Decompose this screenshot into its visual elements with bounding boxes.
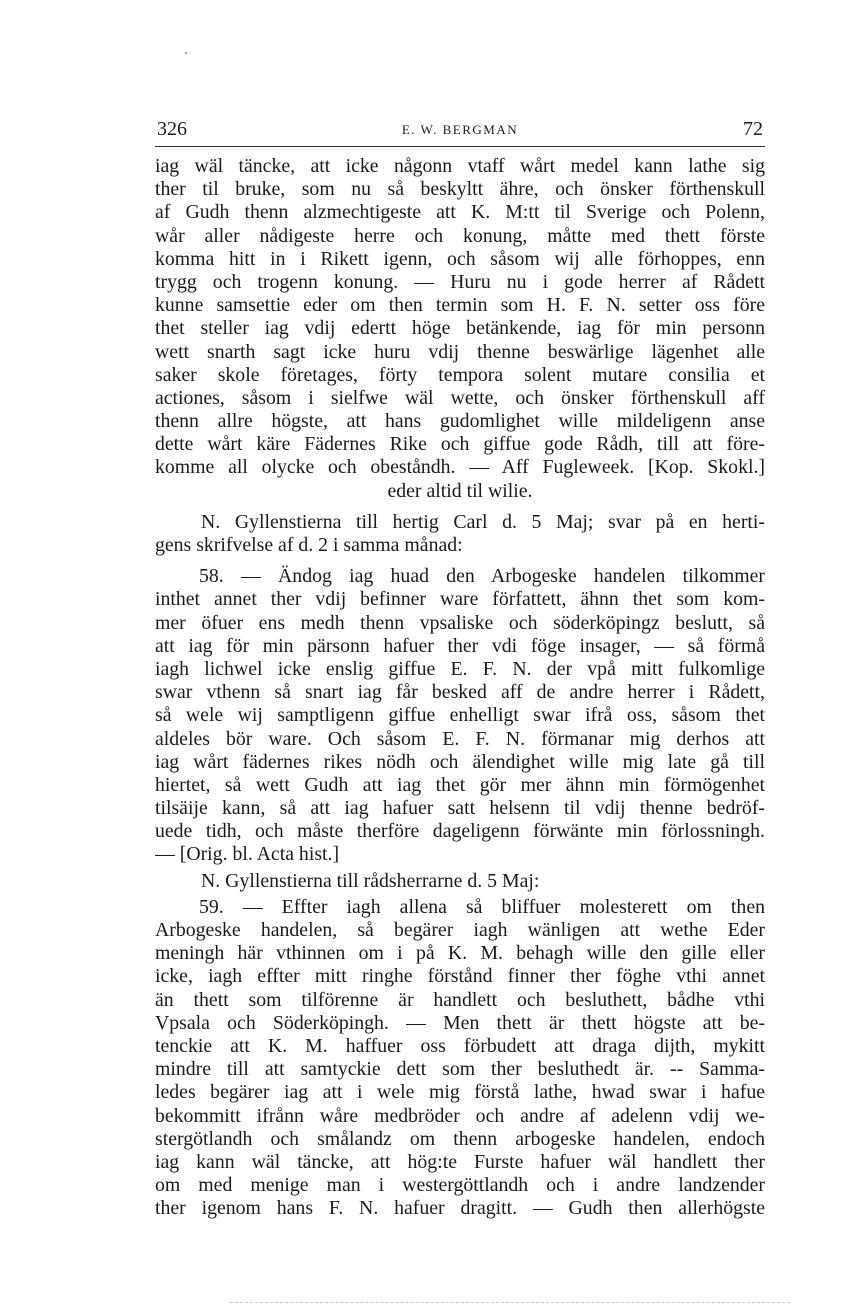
speck [185,52,187,54]
letter-59 [155,896,765,1221]
text-line: bekommitt ifrånn wåre medbröder och andre af adelenn vdij we- [155,1104,765,1127]
text-line: dette wårt käre Fädernes Rike och giffue gode Rådh, till att före- [155,433,765,456]
text-line: thenn allre högste, att hans gudomlighet wille mildeligenn anse [155,410,765,433]
page-number-left: 326 [157,118,187,140]
heading-line: gens skrifvelse af d. 2 i samma månad: [155,534,463,556]
text-line: — [Orig. bl. Acta hist.] [155,843,340,866]
text-line: uede tidh, och måste therföre dageligenn förwänte min förlossningh. [155,820,765,843]
text-line: ledes begärer iag att i wele mig förstå lathe, hwad swar i hafue [155,1081,765,1104]
heading-59 [155,870,765,893]
text-line: 59. — Effter iagh allena så bliffuer molesterett om then [199,895,765,918]
text-line: än thett som tilförenne är handlett och besluthett, bådhe vthi [155,988,765,1011]
text-line: komma hitt in i Rikett igenn, och såsom wij alle förhoppes, enn [155,247,765,270]
text-line: ther igenom hans F. N. hafuer dragitt. — Gudh then allerhögste [155,1197,765,1220]
text-line: trygg och trogenn konung. — Huru nu i gode herrer af Rådett [155,270,765,293]
heading-line: N. Gyllenstierna till hertig Carl d. 5 Maj; svar på en herti- [201,510,765,533]
running-head: E. W. BERGMAN [401,122,519,137]
text-line: Arbogeske handelen, så begärer iagh wänligen att wethe Eder [155,919,765,941]
text-line: iag kann wäl täncke, att hög:te Furste hafuer wäl handlett ther [155,1150,765,1173]
text-line: af Gudh thenn alzmechtigeste att K. M:tt til Sverige och Polenn, [155,201,765,224]
text-line: om med menige man i westergöttlandh och i andre landzender [155,1174,765,1197]
text-line: icke, iagh effter mitt ringhe förstånd finner ther föghe vthi annet [155,965,765,988]
text-line: wår aller nådigeste herre och konung, måtte med thett förste [155,224,765,247]
text-line: saker skole företages, förty tempora solent mutare consilia et [155,363,765,386]
text-line: iagh lichwel icke enslig giffue E. F. N. der vpå mitt fulkomlige [155,657,765,680]
text-line: stergötlandh och smålandz om thenn arbogeske handelen, endoch [155,1127,765,1150]
letter-ending [155,155,765,503]
text-line: mer öfuer ens medh thenn vpsaliske och söderköpingz beslutt, så [155,611,765,634]
letter-58 [155,565,765,866]
heading-58 [155,511,765,557]
letter-closing: eder altid til wilie. [387,479,533,502]
text-line: actiones, såsom i sielfwe wäl wette, och önsker förthenskull aff [155,386,765,409]
text-line: wett snarth sagt icke huru vdij thenne beswärlige lägenhet alle [155,340,765,363]
text-line: aldeles bör ware. Och såsom E. F. N. förmanar mig derhos att [155,727,765,750]
scan-edge-line [230,1302,790,1303]
text-line: 58. — Ändog iag huad den Arbogeske handelen tilkommer [199,565,765,588]
text-line: komme all olycke och obeståndh. — Aff Fugleweek. [Kop. Skokl.] [155,456,765,479]
text-line: inthet annet ther vdij befinner ware författett, ähnn thet som kom- [155,588,765,611]
page-number-right: 72 [743,118,763,140]
text-line: Vpsala och Söderköpingh. — Men thett är thett högste att be- [155,1011,765,1034]
text-line: iag wårt fädernes rikes nödh och älendighet wille mig late gå till [155,750,765,773]
text-line: att iag för min pärsonn hafuer ther vdi föge insager, — så förmå [155,634,765,657]
text-line: mindre till att samtyckie dett som ther besluthedt är. -- Samma- [155,1058,765,1081]
text-line: thet steller iag vdij edertt höge betänkende, iag för min personn [155,317,765,340]
page-content [155,118,765,1220]
text-line: iag wäl täncke, att icke någonn vtaff wårt medel kann lathe sig [155,155,765,177]
text-line: kunne samsettie eder om then termin som H. F. N. setter oss före [155,294,765,317]
text-line: tilsäije kann, så att iag hafuer satt helsenn til vdij thenne bedröf- [155,797,765,820]
text-line: swar vthenn så snart iag får besked aff de andre herrer i Rådett, [155,681,765,704]
page-header [155,118,765,147]
text-line: hiertet, så wett Gudh att iag thet gör mer ähnn min förmögenhet [155,773,765,796]
text-line: så wele wij samptligenn giffue enhelligt swar ifrå oss, såsom thet [155,704,765,727]
page-body [155,155,765,1220]
text-line: tenckie att K. M. haffuer oss förbudett att draga dijth, mykitt [155,1034,765,1057]
text-line: ther til bruke, som nu så beskyltt ähre, och önsker förthenskull [155,178,765,201]
heading-line: N. Gyllenstierna till rådsherrarne d. 5 Maj: [201,869,540,892]
text-line: meningh här vthinnen om i på K. M. behagh wille den gille eller [155,942,765,965]
